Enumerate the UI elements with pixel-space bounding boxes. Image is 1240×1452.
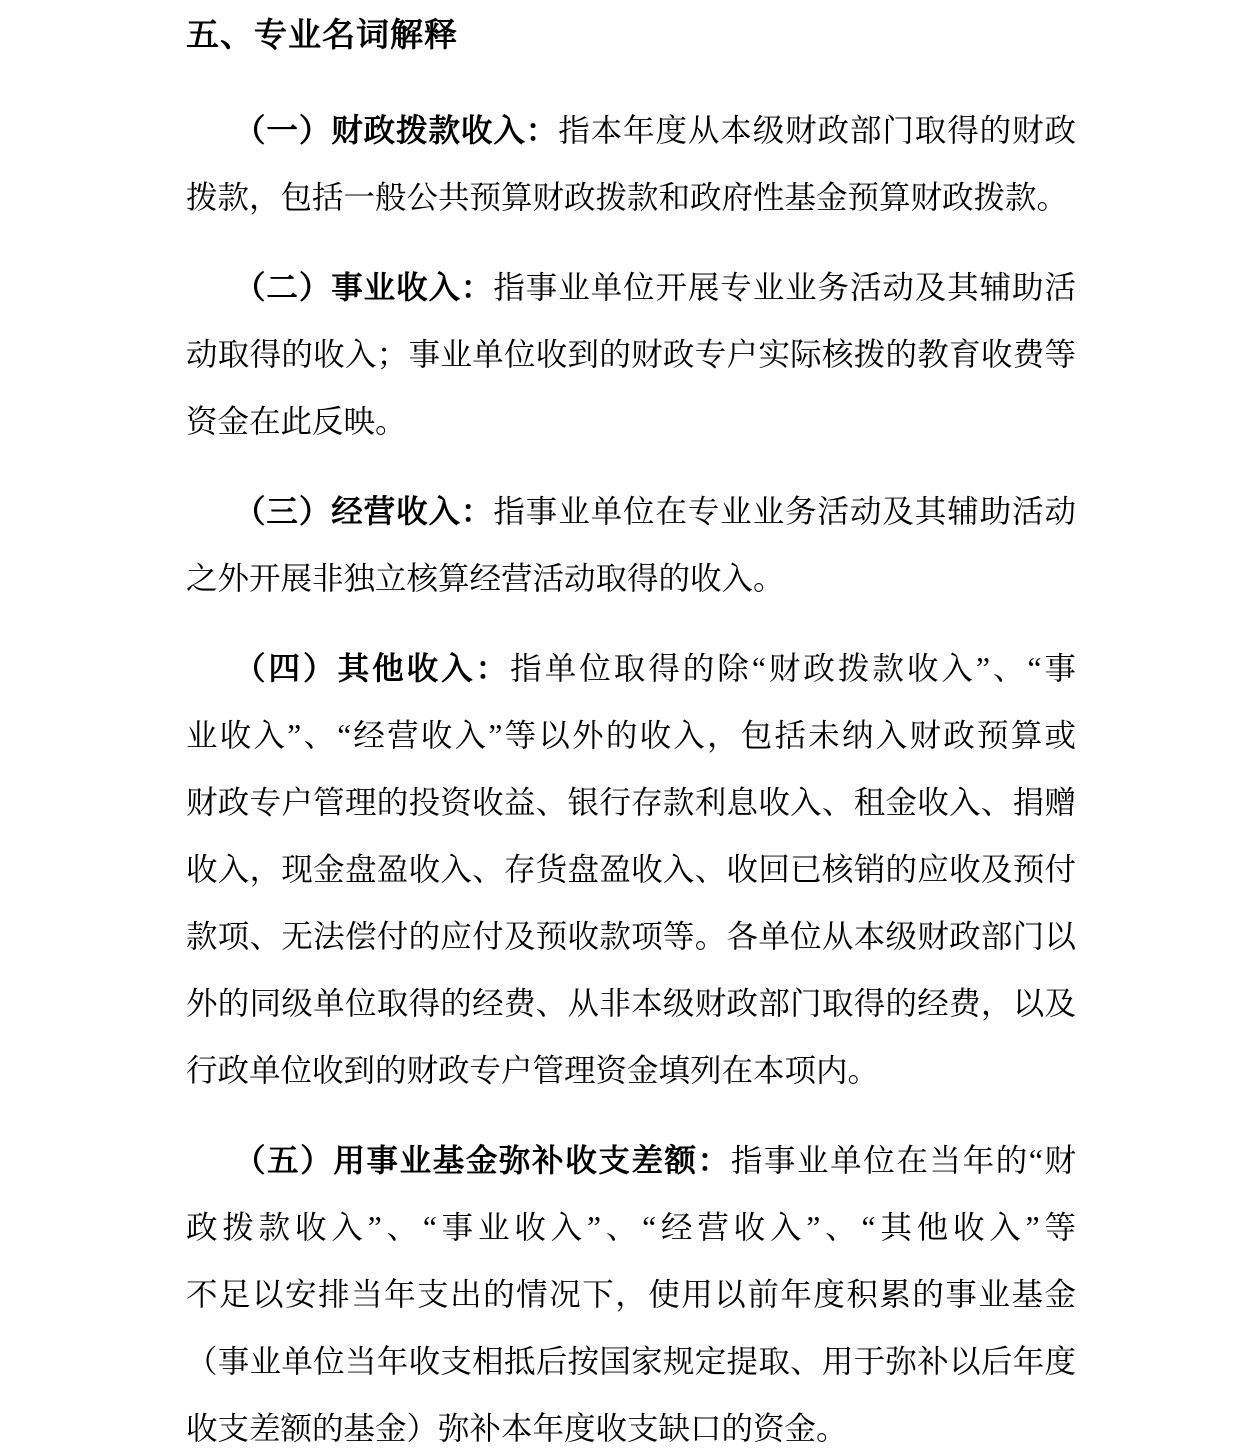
text-line: 政拨款收入”、“事业收入”、“经营收入”、“其他收入”等 [186,1210,1076,1245]
term-lead: （二）事业收入： [234,269,494,305]
document-content [186,3,1076,1452]
text-line: 收入，现金盘盈收入、存货盘盈收入、收回已核销的应收及预付 [186,852,1076,887]
paragraph [186,1127,1076,1452]
paragraph [186,635,1076,1104]
term-lead: （一）财政拨款收入： [234,112,559,148]
paragraph [186,254,1076,455]
text-line: 之外开展非独立核算经营活动取得的收入。 [186,561,785,596]
term-lead: （三）经营收入： [234,493,494,529]
text-line: 外的同级单位取得的经费、从非本级财政部门取得的经费，以及 [186,986,1076,1021]
term-lead: （四）其他收入： [234,650,511,686]
text-line: 行政单位收到的财政专户管理资金填列在本项内。 [186,1053,880,1088]
paragraph [186,97,1076,231]
paragraph [186,478,1076,612]
text-line: （五）用事业基金弥补收支差额：指事业单位在当年的“财 [234,1142,1076,1178]
text-line: 款项、无法偿付的应付及预收款项等。各单位从本级财政部门以 [186,919,1076,954]
text-line: （三）经营收入：指事业单位在专业业务活动及其辅助活动 [234,493,1076,529]
text-line: 动取得的收入；事业单位收到的财政专户实际核拨的教育收费等 [186,337,1076,372]
text-line: （二）事业收入：指事业单位开展专业业务活动及其辅助活 [234,269,1076,305]
text-line: 拨款，包括一般公共预算财政拨款和政府性基金预算财政拨款。 [186,180,1069,215]
section-title: 五、专业名词解释 [186,16,458,53]
text-line: 业收入”、“经营收入”等以外的收入，包括未纳入财政预算或 [186,718,1076,753]
text-line: 收支差额的基金）弥补本年度收支缺口的资金。 [186,1411,848,1446]
document-body [186,97,1076,1452]
text-line: （一）财政拨款收入：指本年度从本级财政部门取得的财政 [234,112,1076,148]
text-line: 资金在此反映。 [186,404,407,439]
text-line: （四）其他收入：指单位取得的除“财政拨款收入”、“事 [234,650,1076,686]
text-line: 不足以安排当年支出的情况下，使用以前年度积累的事业基金 [186,1277,1076,1312]
text-line: （事业单位当年收支相抵后按国家规定提取、用于弥补以后年度 [186,1344,1076,1379]
text-line: 财政专户管理的投资收益、银行存款利息收入、租金收入、捐赠 [186,785,1076,820]
term-lead: （五）用事业基金弥补收支差额： [234,1142,731,1178]
